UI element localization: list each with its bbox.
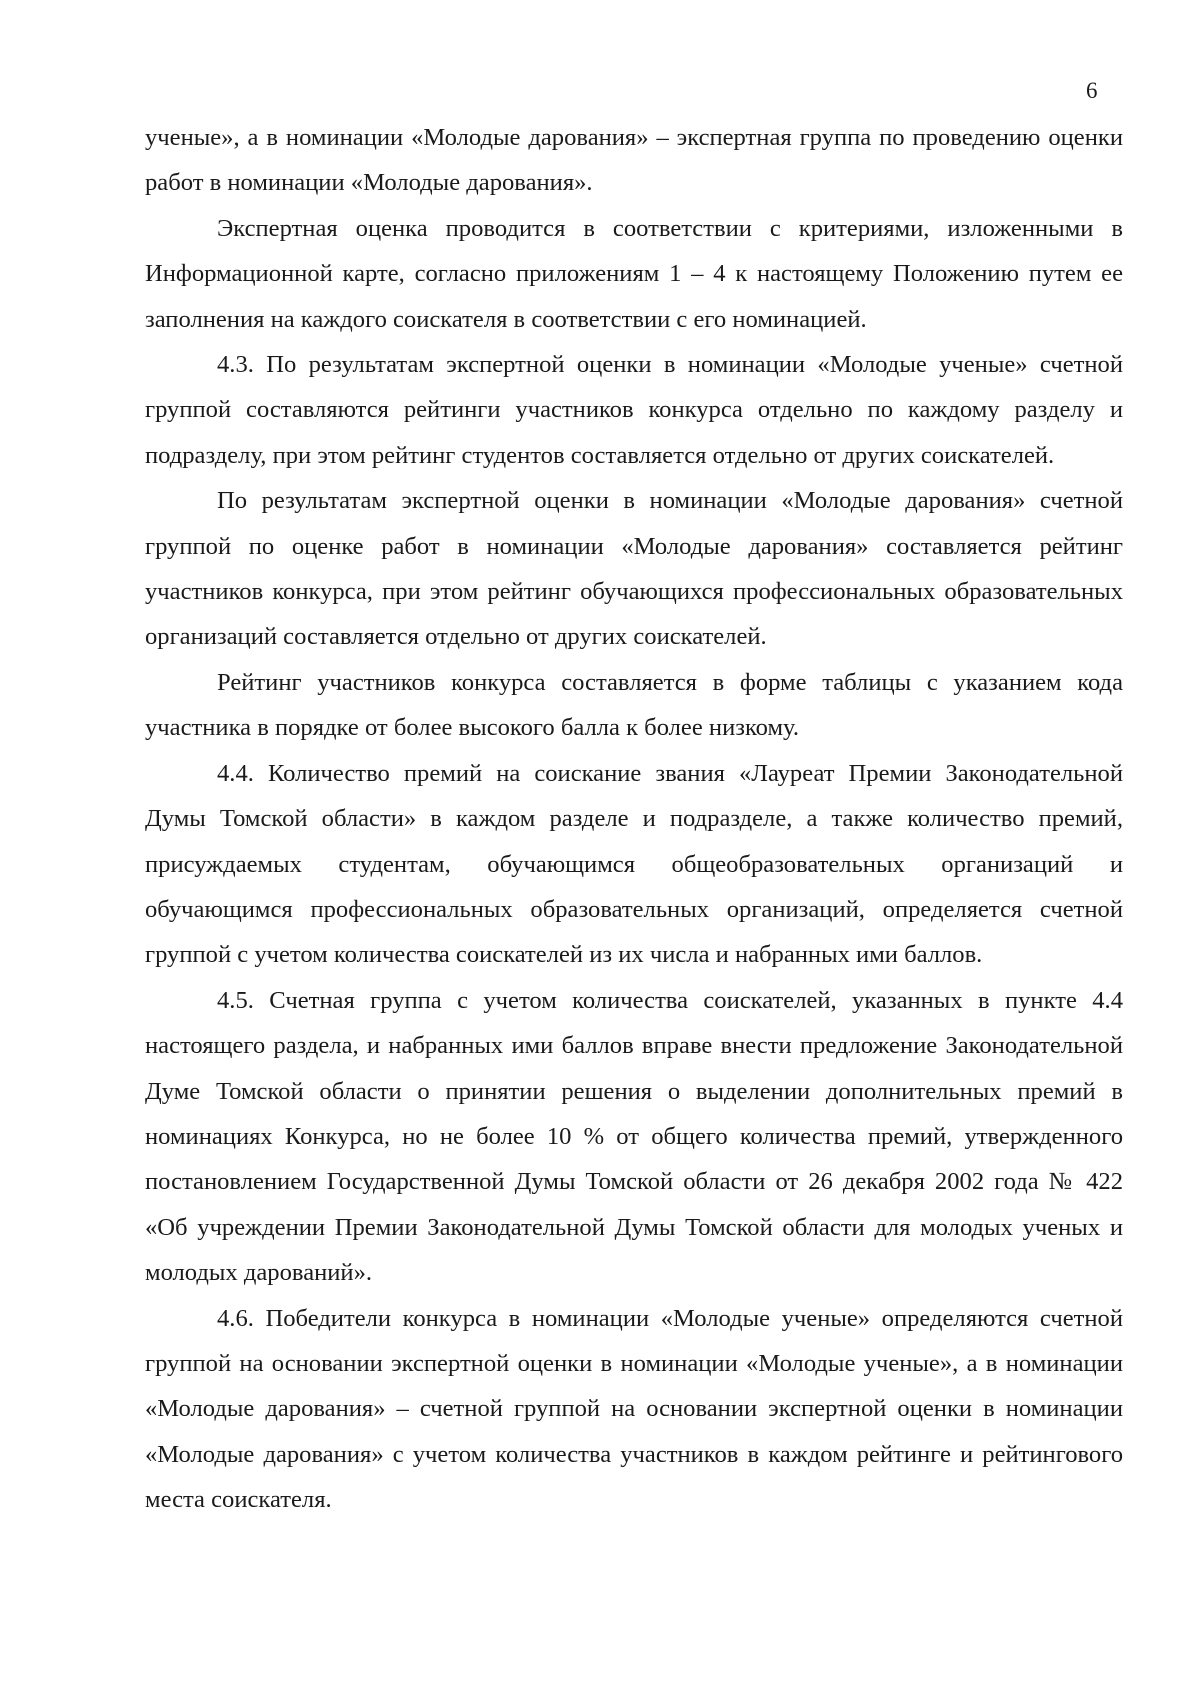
paragraph-expert-evaluation: Экспертная оценка проводится в соответствии с критериями, изложенными в Информационной карте, согласно приложениям 1 – 4 к настоящему Положению путем ее заполнения на каждого соискателя в соответствии с его номинацией. bbox=[145, 214, 1123, 333]
paragraph-4-5: 4.5. Счетная группа с учетом количества соискателей, указанных в пункте 4.4 настоящего раздела, и набранных ими баллов вправе внести предложение Законодательной Думе Томской области о принятии решения о выделении дополнительных премий в номинациях Конкурса, но не более 10 % от общего количества премий, утвержденного постановлением Государственной Думы Томской области от 26 декабря 2002 года № 422 «Об учреждении Премии Законодательной Думы Томской области для молодых ученых и молодых дарований». bbox=[145, 986, 1123, 1287]
paragraph-rating-table: Рейтинг участников конкурса составляется в форме таблицы с указанием кода участника в порядке от более высокого балла к более низкому. bbox=[145, 668, 1123, 742]
document-body bbox=[145, 115, 1123, 1523]
paragraph-4-6: 4.6. Победители конкурса в номинации «Молодые ученые» определяются счетной группой на основании экспертной оценки в номинации «Молодые ученые», а в номинации «Молодые дарования» – счетной группой на основании экспертной оценки в номинации «Молодые дарования» с учетом количества участников в каждом рейтинге и рейтингового места соискателя. bbox=[145, 1304, 1123, 1514]
paragraph-4-4: 4.4. Количество премий на соискание звания «Лауреат Премии Законодательной Думы Томской области» в каждом разделе и подразделе, а также количество премий, присуждаемых студентам, обучающимся общеобразовательных организаций и обучающимся профессиональных образовательных организаций, определяется счетной группой с учетом количества соискателей из их числа и набранных ими баллов. bbox=[145, 759, 1123, 969]
page-number: 6 bbox=[1086, 78, 1098, 103]
paragraph-4-3: 4.3. По результатам экспертной оценки в номинации «Молодые ученые» счетной группой составляются рейтинги участников конкурса отдельно по каждому разделу и подразделу, при этом рейтинг студентов составляется отдельно от других соискателей. bbox=[145, 351, 1123, 469]
paragraph-continuation: ученые», а в номинации «Молодые дарования» – экспертная группа по проведению оценки работ в номинации «Молодые дарования». bbox=[145, 124, 1123, 197]
paragraph-ratings-young-talents: По результатам экспертной оценки в номинации «Молодые дарования» счетной группой по оценке работ в номинации «Молодые дарования» составляется рейтинг участников конкурса, при этом рейтинг обучающихся профессиональных образовательных организаций составляется отдельно от других соискателей. bbox=[145, 487, 1123, 651]
